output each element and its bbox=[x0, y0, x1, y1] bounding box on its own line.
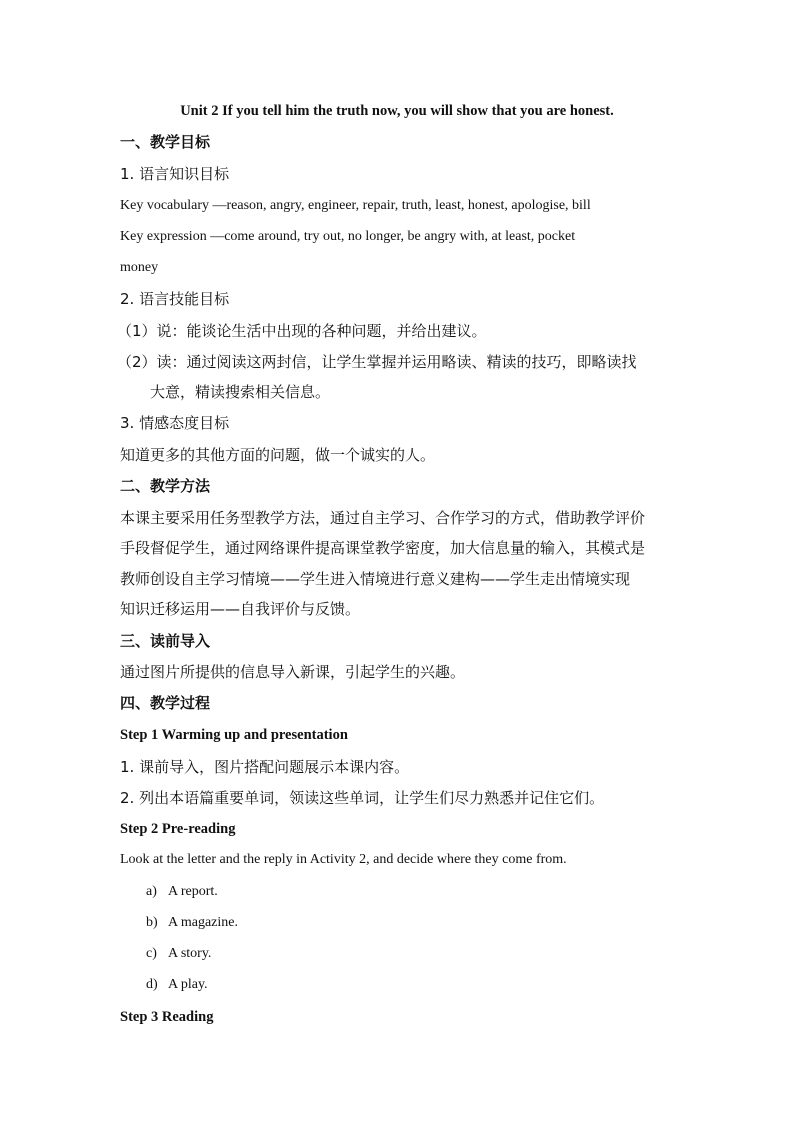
skill-reading-line2: 大意，精读搜索相关信息。 bbox=[150, 383, 331, 401]
option-a bbox=[146, 881, 218, 903]
step3-heading: Step 3 Reading bbox=[120, 1009, 214, 1025]
methods-line1: 本课主要采用任务型教学方法，通过自主学习、合作学习的方式，借助教学评价 bbox=[120, 509, 646, 527]
skill-speaking: （1）说：能谈论生活中出现的各种问题，并给出建议。 bbox=[117, 322, 487, 340]
key-expression-line1: Key expression —come around, try out, no longer, be angry with, at least, pocket bbox=[120, 229, 576, 244]
section-heading-methods: 二、教学方法 bbox=[120, 477, 211, 495]
option-text: A report. bbox=[168, 884, 218, 899]
key-expression-line2: money bbox=[120, 260, 159, 275]
section-heading-lead-in: 三、读前导入 bbox=[120, 632, 211, 650]
subheading-skills: 2. 语言技能目标 bbox=[120, 290, 230, 308]
option-label: c) bbox=[146, 946, 157, 961]
step1-item1: 1. 课前导入，图片搭配问题展示本课内容。 bbox=[120, 758, 410, 776]
key-vocabulary: Key vocabulary —reason, angry, engineer, repair, truth, least, honest, apologise, bill bbox=[120, 198, 591, 213]
lead-in-text: 通过图片所提供的信息导入新课，引起学生的兴趣。 bbox=[120, 663, 466, 681]
option-text: A magazine. bbox=[168, 915, 238, 930]
option-b bbox=[146, 912, 238, 934]
section-heading-process: 四、教学过程 bbox=[120, 694, 211, 712]
option-label: d) bbox=[146, 977, 158, 992]
option-label: a) bbox=[146, 884, 157, 899]
methods-line4: 知识迁移运用——自我评价与反馈。 bbox=[120, 600, 361, 618]
option-c bbox=[146, 943, 211, 965]
step2-heading: Step 2 Pre-reading bbox=[120, 821, 236, 837]
option-label: b) bbox=[146, 915, 158, 930]
section-heading-objectives: 一、教学目标 bbox=[120, 133, 211, 151]
pre-reading-question: Look at the letter and the reply in Activity 2, and decide where they come from. bbox=[120, 852, 567, 867]
option-text: A story. bbox=[168, 946, 212, 961]
option-d bbox=[146, 974, 208, 996]
attitude-text: 知道更多的其他方面的问题，做一个诚实的人。 bbox=[120, 446, 436, 464]
skill-reading-line1: （2）读：通过阅读这两封信，让学生掌握并运用略读、精读的技巧，即略读找 bbox=[117, 353, 637, 371]
step1-item2: 2. 列出本语篇重要单词，领读这些单词，让学生们尽力熟悉并记住它们。 bbox=[120, 789, 605, 807]
methods-line3: 教师创设自主学习情境——学生进入情境进行意义建构——学生走出情境实现 bbox=[120, 570, 631, 588]
step1-heading: Step 1 Warming up and presentation bbox=[120, 727, 348, 743]
document-title: Unit 2 If you tell him the truth now, you will show that you are honest. bbox=[180, 103, 614, 119]
subheading-knowledge: 1. 语言知识目标 bbox=[120, 165, 230, 183]
option-text: A play. bbox=[168, 977, 208, 992]
subheading-attitude: 3. 情感态度目标 bbox=[120, 414, 230, 432]
methods-line2: 手段督促学生，通过网络课件提高课堂教学密度，加大信息量的输入，其模式是 bbox=[120, 539, 646, 557]
